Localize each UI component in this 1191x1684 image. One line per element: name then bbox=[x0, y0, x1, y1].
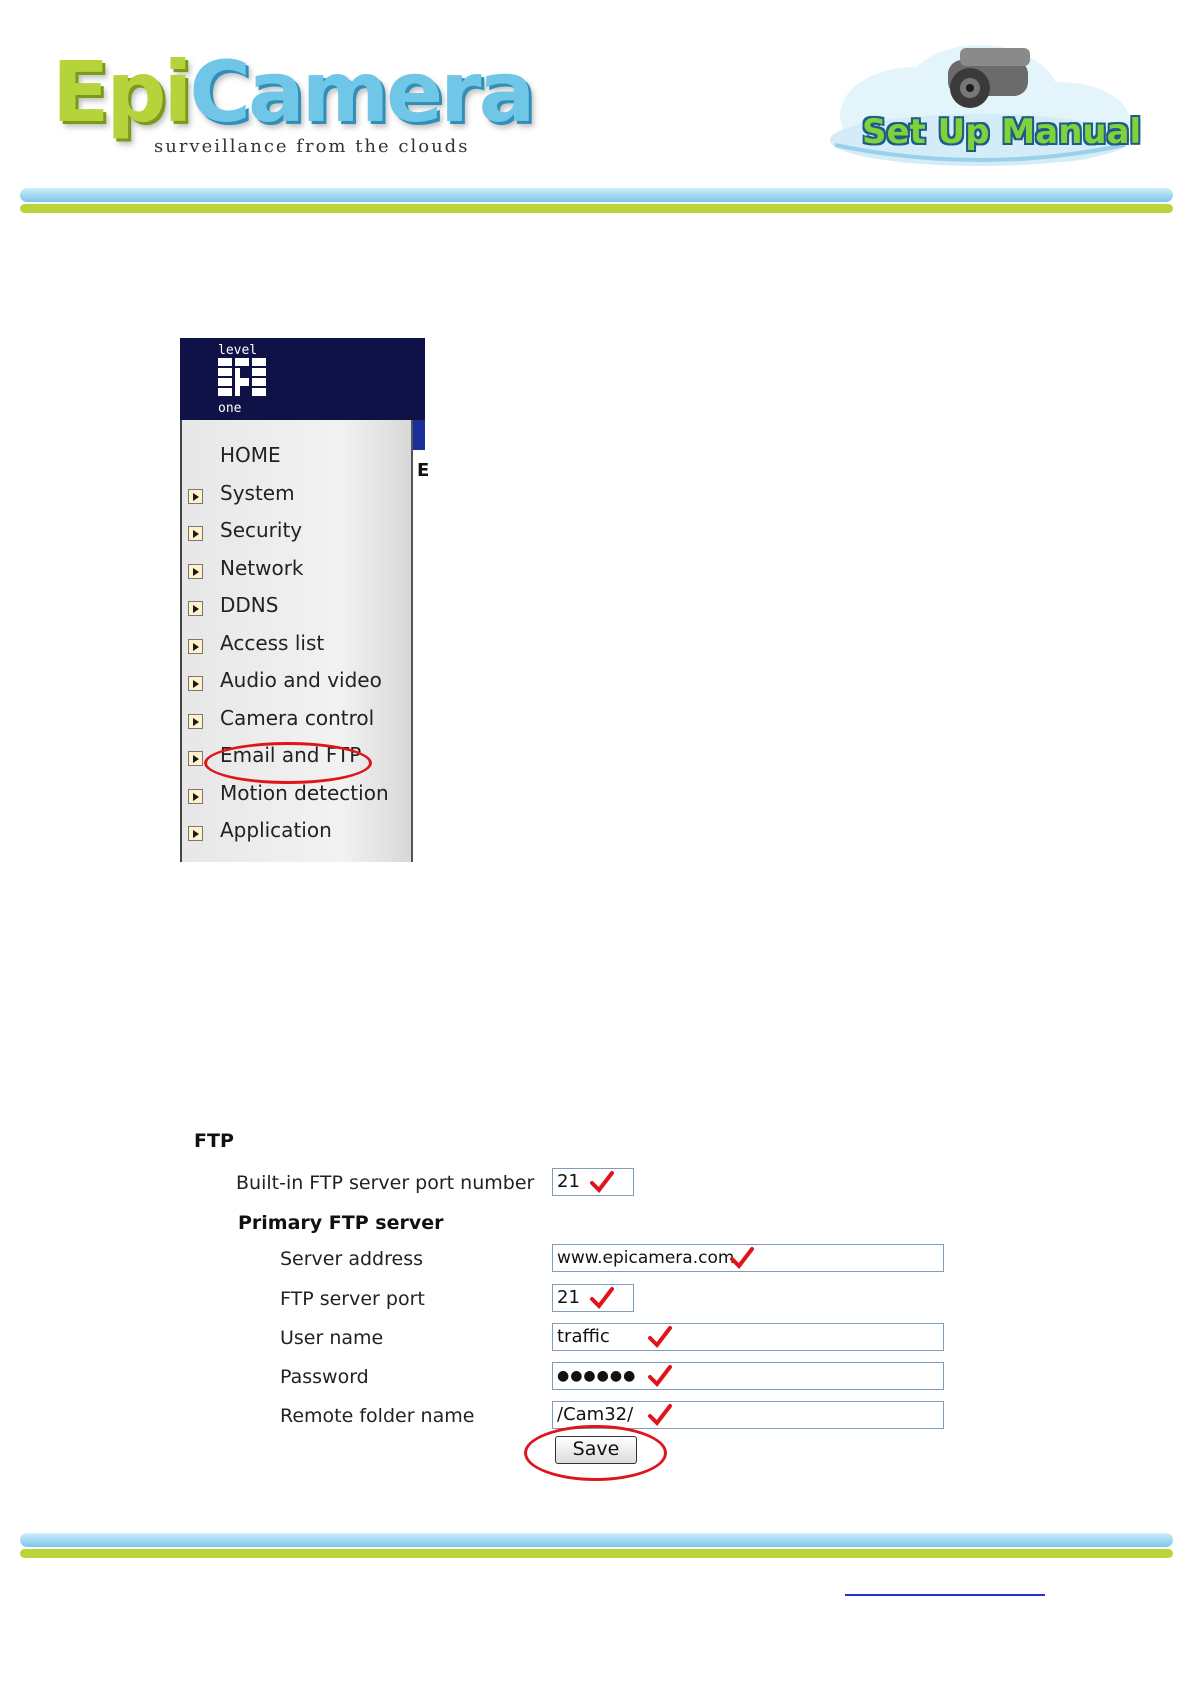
highlight-oval-email-ftp bbox=[204, 742, 372, 784]
menu-item-motion-detection[interactable]: Motion detection bbox=[220, 780, 389, 805]
menu-item-camera-control[interactable]: Camera control bbox=[220, 705, 375, 730]
password-label: Password bbox=[280, 1366, 369, 1388]
ftp-section-title: FTP bbox=[194, 1130, 234, 1152]
server-address-label: Server address bbox=[280, 1248, 423, 1270]
remote-folder-input[interactable]: /Cam32/ bbox=[552, 1401, 944, 1429]
highlight-oval-save bbox=[524, 1425, 667, 1481]
menu-content-bar bbox=[413, 420, 425, 450]
arrow-right-icon bbox=[188, 714, 203, 729]
brand-bottom-text: one bbox=[218, 401, 242, 416]
checkmark-icon bbox=[648, 1403, 672, 1427]
arrow-right-icon bbox=[188, 826, 203, 841]
menu-item-audio-and-video[interactable]: Audio and video bbox=[220, 668, 382, 692]
logo-part-camera: Camera bbox=[189, 43, 533, 141]
ftp-settings-form bbox=[180, 1120, 940, 1480]
primary-ftp-title: Primary FTP server bbox=[238, 1212, 444, 1234]
brand-top-text: level bbox=[218, 343, 258, 358]
arrow-right-icon bbox=[188, 676, 203, 691]
builtin-port-label: Built-in FTP server port number bbox=[236, 1172, 535, 1194]
password-input[interactable]: ●●●●●● bbox=[552, 1362, 944, 1390]
ftp-port-input[interactable]: 21 bbox=[552, 1284, 634, 1312]
setup-manual-title: Set Up Manual bbox=[862, 112, 1142, 152]
save-button[interactable]: Save bbox=[555, 1436, 637, 1464]
logo-tagline: surveillance from the clouds bbox=[154, 136, 470, 157]
arrow-right-icon bbox=[188, 751, 203, 766]
user-name-input[interactable]: traffic bbox=[552, 1323, 944, 1351]
logo-part-epi: Epi bbox=[52, 43, 190, 141]
menu-side-glyph: E bbox=[417, 460, 430, 481]
menu-item-application[interactable]: Application bbox=[220, 818, 332, 842]
menu-item-ddns[interactable]: DDNS bbox=[220, 593, 279, 617]
server-address-input[interactable]: www.epicamera.com bbox=[552, 1244, 944, 1272]
footer-link-underline[interactable] bbox=[845, 1594, 1045, 1596]
menu-item-system[interactable]: System bbox=[220, 480, 295, 505]
menu-left-edge bbox=[180, 420, 182, 862]
menu-item-network[interactable]: Network bbox=[220, 555, 304, 580]
menu-item-security[interactable]: Security bbox=[220, 518, 303, 542]
menu-item-home[interactable]: HOME bbox=[220, 443, 281, 467]
arrow-right-icon bbox=[188, 564, 203, 579]
levelone-logo bbox=[216, 342, 272, 416]
footer-divider-blue bbox=[20, 1533, 1173, 1547]
arrow-right-icon bbox=[188, 601, 203, 616]
arrow-right-icon bbox=[188, 489, 203, 504]
footer-divider-green bbox=[20, 1549, 1173, 1558]
arrow-right-icon bbox=[188, 789, 203, 804]
menu-header-bar bbox=[180, 338, 425, 420]
checkmark-icon bbox=[590, 1170, 614, 1194]
menu-item-email-and-ftp[interactable]: Email and FTP bbox=[220, 743, 362, 767]
checkmark-icon bbox=[648, 1364, 672, 1388]
menu-item-access-list[interactable]: Access list bbox=[220, 630, 325, 655]
epicamera-logo bbox=[52, 43, 533, 141]
checkmark-icon bbox=[590, 1286, 614, 1310]
header-divider-green bbox=[20, 204, 1173, 213]
builtin-port-input[interactable]: 21 bbox=[552, 1168, 634, 1196]
checkmark-icon bbox=[730, 1246, 754, 1270]
ftp-port-label: FTP server port bbox=[280, 1288, 425, 1310]
user-name-label: User name bbox=[280, 1327, 384, 1349]
checkmark-icon bbox=[648, 1325, 672, 1349]
arrow-right-icon bbox=[188, 526, 203, 541]
remote-folder-label: Remote folder name bbox=[280, 1405, 475, 1427]
header-divider-blue bbox=[20, 188, 1173, 202]
arrow-right-icon bbox=[188, 639, 203, 654]
